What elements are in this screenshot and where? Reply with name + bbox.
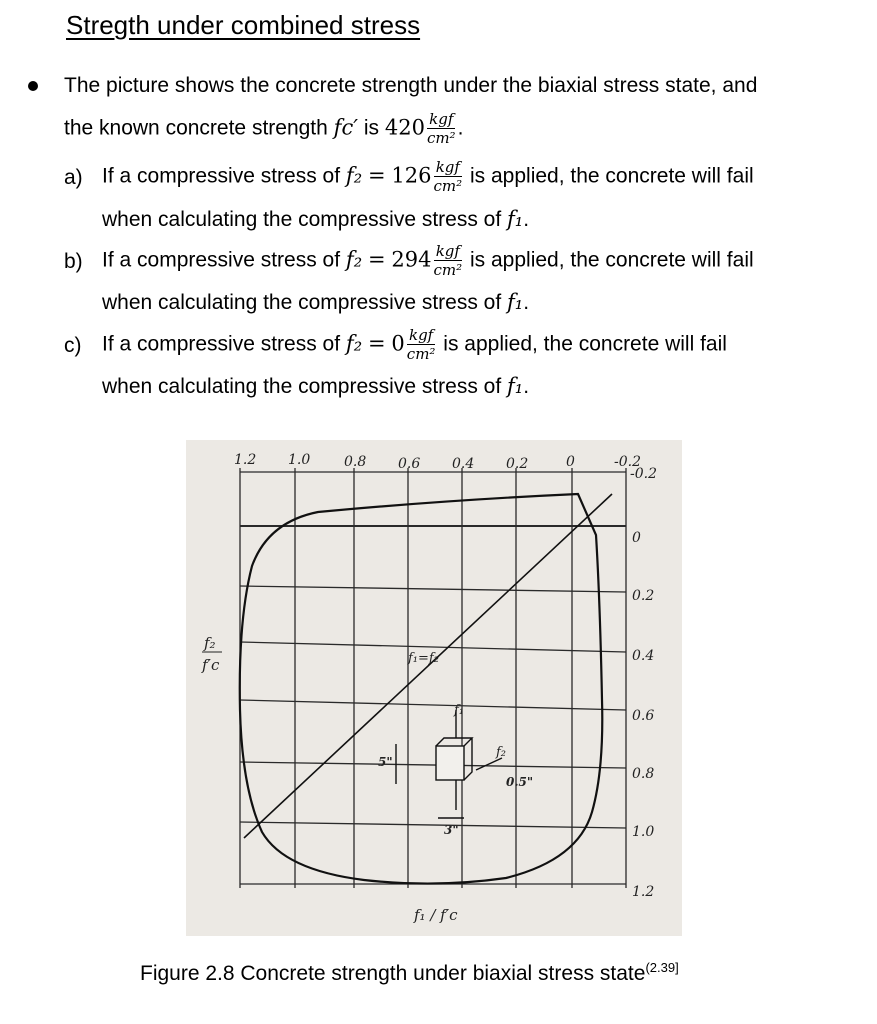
right-tick-label: 1.0 — [632, 824, 655, 840]
question-text-post: is applied, the concrete will fail — [470, 164, 754, 188]
intro-value: 420 — [384, 115, 425, 140]
intro-text: the known concrete strength — [64, 116, 328, 140]
period: . — [523, 291, 530, 314]
question-text-2: when calculating the compressive stress of — [102, 375, 502, 398]
stress-unit — [407, 328, 436, 362]
caption-text: Figure 2.8 Concrete strength under biaxial stress state — [140, 962, 646, 985]
caption-reference: (2.39] — [645, 960, 679, 975]
biaxial-strength-diagram — [186, 440, 682, 936]
grid-hline — [240, 700, 626, 710]
stress-value: 126 — [391, 163, 432, 188]
unit-numerator: kgf — [429, 110, 454, 128]
unit-denominator: cm² — [406, 345, 436, 363]
question-a-line-1 — [102, 160, 754, 194]
f1-symbol: f₁ — [507, 374, 524, 398]
f1-symbol: f₁ — [507, 290, 524, 314]
y-axis-label-numerator: f₂ — [204, 634, 216, 652]
top-tick-label: -0.2 — [614, 454, 641, 470]
unit-denominator: cm² — [426, 129, 456, 147]
stress-value: 294 — [391, 247, 432, 272]
question-c-label: c) — [64, 334, 82, 357]
equals-sign: = — [367, 247, 386, 272]
top-tick-label: 0.2 — [506, 456, 529, 472]
period: . — [523, 208, 530, 231]
question-b-line-2 — [102, 290, 529, 315]
right-tick-label: 0.4 — [632, 648, 655, 664]
specimen-cube-front — [436, 746, 464, 780]
top-tick-label: 1.0 — [288, 452, 311, 468]
dim-05-label: 0.5" — [506, 775, 534, 789]
intro-line-1: The picture shows the concrete strength under the biaxial stress state, and — [64, 74, 758, 97]
right-tick-label: -0.2 — [630, 466, 657, 482]
equals-sign: = — [367, 163, 386, 188]
question-text-post: is applied, the concrete will fail — [443, 332, 727, 356]
question-b-label: b) — [64, 250, 83, 273]
question-text-2: when calculating the compressive stress of — [102, 208, 502, 231]
x-axis-label: f₁ / f′c — [414, 906, 458, 924]
grid-lines — [240, 468, 626, 888]
grid-hline — [240, 586, 626, 592]
top-tick-label: 0.8 — [344, 454, 367, 470]
question-text: If a compressive stress of — [102, 332, 341, 356]
right-tick-label: 0.6 — [632, 708, 655, 724]
question-text: If a compressive stress of — [102, 164, 341, 188]
diagonal-label: f₁=f₂ — [408, 651, 439, 666]
equals-sign: = — [367, 331, 386, 356]
question-c-line-1 — [102, 328, 727, 362]
grid-hline — [240, 762, 626, 768]
fc-symbol: fc′ — [333, 115, 358, 140]
unit-numerator: kgf — [435, 242, 460, 260]
f1-label: f₁ — [454, 703, 465, 718]
question-a-line-2 — [102, 207, 529, 232]
stress-value: 0 — [391, 331, 405, 356]
right-tick-label: 0.8 — [632, 766, 655, 782]
top-tick-label: 0.6 — [398, 456, 421, 472]
unit-denominator: cm² — [433, 177, 463, 195]
specimen-sketch — [396, 710, 502, 818]
question-b-line-1 — [102, 244, 754, 278]
unit-numerator: kgf — [435, 158, 460, 176]
unit-denominator: cm² — [433, 261, 463, 279]
bullet-point — [28, 81, 38, 91]
question-text: If a compressive stress of — [102, 248, 341, 272]
question-text-2: when calculating the compressive stress of — [102, 291, 502, 314]
question-text-post: is applied, the concrete will fail — [470, 248, 754, 272]
f2-symbol: f₂ — [345, 163, 363, 188]
unit-numerator: kgf — [408, 326, 434, 344]
right-tick-label: 1.2 — [632, 884, 655, 900]
f2-label: f₂ — [496, 745, 507, 760]
question-c-line-2 — [102, 374, 529, 399]
grid-hline — [240, 822, 626, 828]
period: . — [523, 375, 530, 398]
biaxial-strength-figure — [186, 440, 682, 936]
intro-line-2 — [64, 112, 463, 146]
question-a-label: a) — [64, 166, 83, 189]
section-title: Stregth under combined stress — [66, 10, 421, 40]
dim-5-label: 5" — [378, 755, 393, 769]
right-tick-label: 0.2 — [632, 588, 655, 604]
top-tick-label: 0 — [566, 454, 575, 470]
intro-unit — [427, 112, 456, 146]
top-tick-label: 1.2 — [234, 452, 257, 468]
intro-is: is — [363, 116, 379, 140]
stress-unit — [434, 160, 463, 194]
f1-symbol: f₁ — [507, 207, 524, 231]
top-tick-label: 0.4 — [452, 456, 475, 472]
equal-stress-diagonal — [244, 494, 612, 838]
dim-3-label: 3" — [444, 823, 459, 837]
intro-period: . — [457, 116, 464, 140]
f2-symbol: f₂ — [345, 247, 363, 272]
right-tick-label: 0 — [632, 530, 641, 546]
figure-caption — [140, 960, 679, 986]
stress-unit — [434, 244, 463, 278]
y-axis-label-denominator: f′c — [202, 656, 220, 674]
f2-symbol: f₂ — [345, 331, 363, 356]
f2-arrow — [476, 758, 502, 770]
